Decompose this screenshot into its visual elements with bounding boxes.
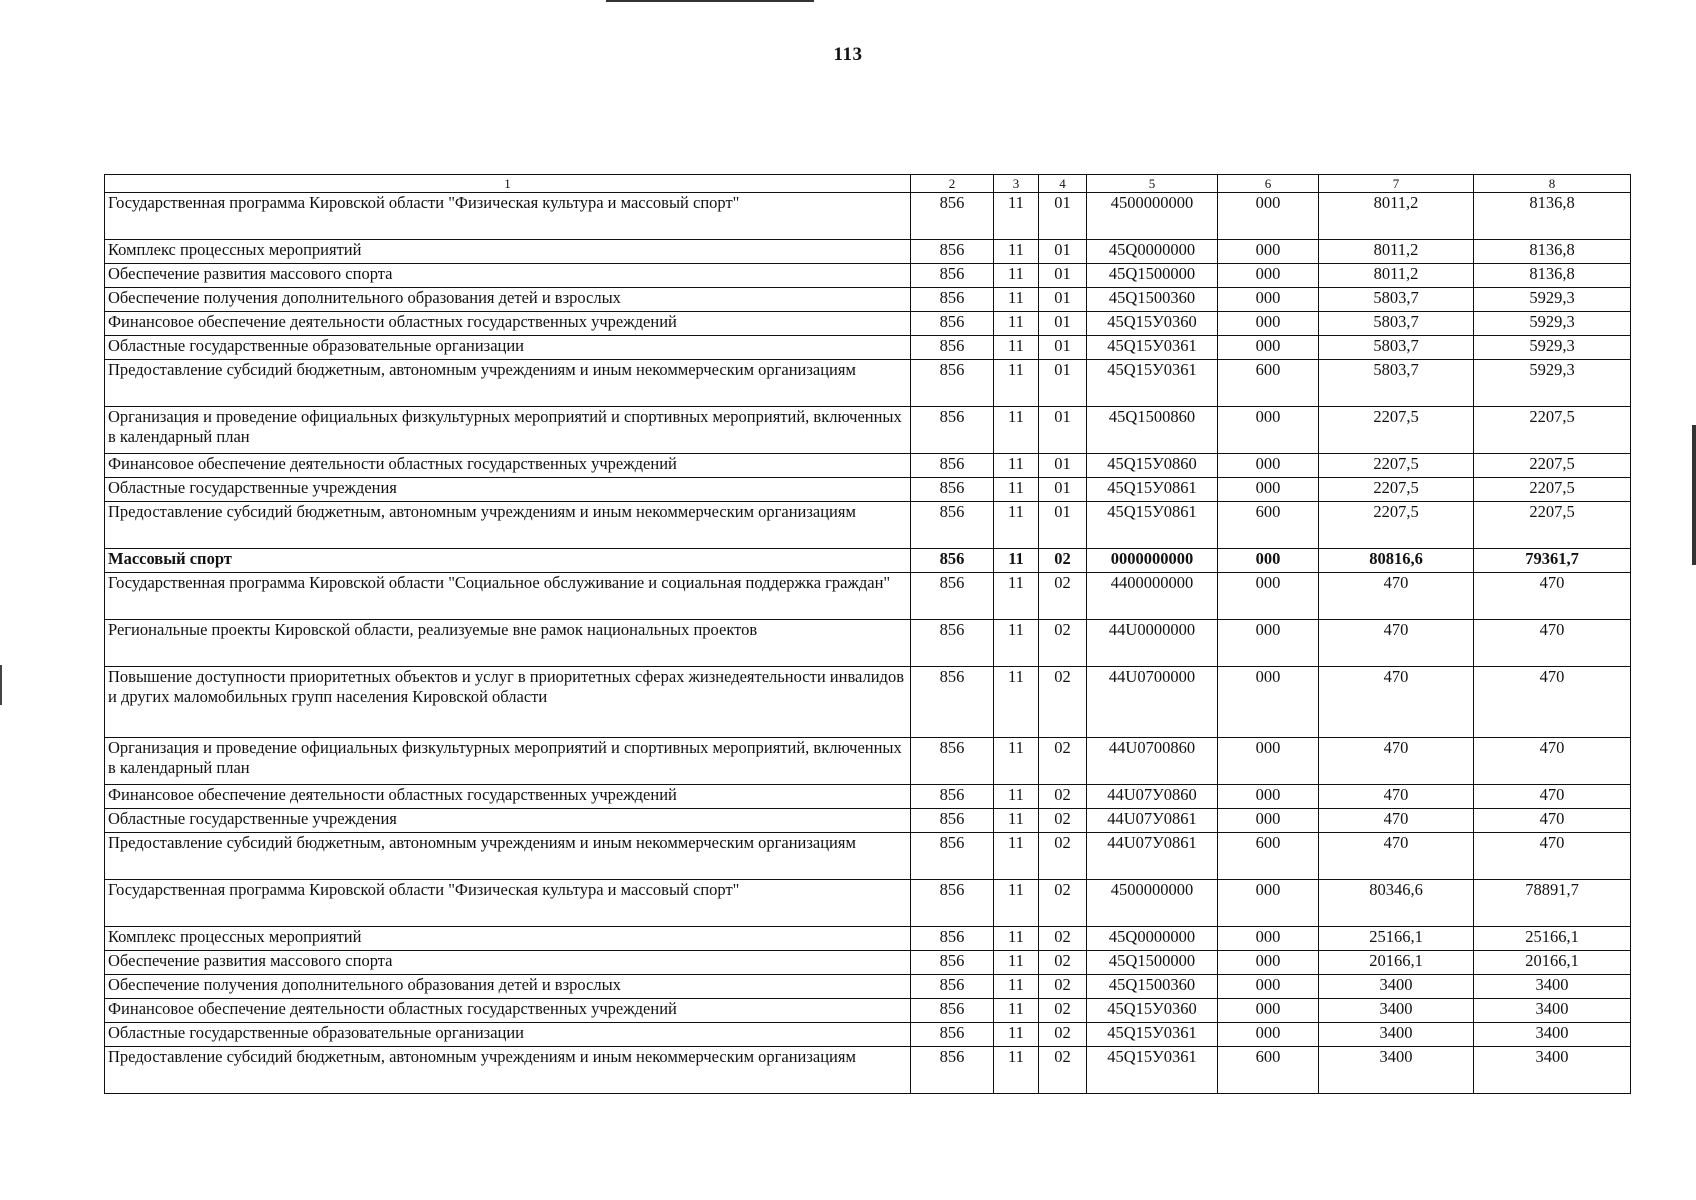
cell-amount-year2: 470 [1474, 573, 1631, 620]
cell-name: Государственная программа Кировской области "Физическая культура и массовый спорт" [105, 193, 911, 240]
table-row [105, 478, 1631, 502]
cell-amount-year2: 470 [1474, 809, 1631, 833]
cell-target-article: 44U0700000 [1087, 667, 1218, 738]
cell-expense-type: 000 [1218, 264, 1319, 288]
cell-amount-year1: 2207,5 [1319, 478, 1474, 502]
cell-subsection: 02 [1039, 809, 1087, 833]
cell-subsection: 01 [1039, 360, 1087, 407]
cell-name: Комплекс процессных мероприятий [105, 927, 911, 951]
cell-expense-type: 000 [1218, 549, 1319, 573]
table-row [105, 1047, 1631, 1094]
cell-amount-year1: 3400 [1319, 999, 1474, 1023]
col-header-1: 1 [105, 175, 911, 193]
cell-target-article: 45Q1500000 [1087, 951, 1218, 975]
cell-ministry-code: 856 [911, 880, 994, 927]
table-row [105, 288, 1631, 312]
cell-ministry-code: 856 [911, 1047, 994, 1094]
cell-target-article: 4500000000 [1087, 193, 1218, 240]
cell-target-article: 4500000000 [1087, 880, 1218, 927]
cell-subsection: 02 [1039, 620, 1087, 667]
cell-expense-type: 000 [1218, 1023, 1319, 1047]
table-row [105, 193, 1631, 240]
col-header-7: 7 [1319, 175, 1474, 193]
cell-amount-year1: 3400 [1319, 1047, 1474, 1094]
cell-ministry-code: 856 [911, 927, 994, 951]
cell-subsection: 02 [1039, 549, 1087, 573]
cell-name: Финансовое обеспечение деятельности областных государственных учреждений [105, 999, 911, 1023]
cell-section: 11 [994, 833, 1039, 880]
cell-ministry-code: 856 [911, 620, 994, 667]
cell-ministry-code: 856 [911, 193, 994, 240]
cell-expense-type: 000 [1218, 336, 1319, 360]
cell-subsection: 02 [1039, 880, 1087, 927]
cell-section: 11 [994, 809, 1039, 833]
cell-amount-year2: 470 [1474, 620, 1631, 667]
cell-amount-year1: 5803,7 [1319, 360, 1474, 407]
col-header-5: 5 [1087, 175, 1218, 193]
col-header-3: 3 [994, 175, 1039, 193]
cell-section: 11 [994, 1023, 1039, 1047]
cell-expense-type: 000 [1218, 454, 1319, 478]
cell-expense-type: 000 [1218, 407, 1319, 454]
cell-subsection: 02 [1039, 1023, 1087, 1047]
cell-amount-year2: 470 [1474, 738, 1631, 785]
budget-table [104, 174, 1631, 1094]
cell-ministry-code: 856 [911, 288, 994, 312]
cell-target-article: 44U07У0860 [1087, 785, 1218, 809]
cell-section: 11 [994, 785, 1039, 809]
cell-section: 11 [994, 975, 1039, 999]
cell-expense-type: 000 [1218, 288, 1319, 312]
cell-name: Финансовое обеспечение деятельности областных государственных учреждений [105, 312, 911, 336]
cell-expense-type: 000 [1218, 193, 1319, 240]
cell-subsection: 01 [1039, 312, 1087, 336]
cell-name: Организация и проведение официальных физкультурных мероприятий и спортивных мероприятий, включенных в календарный план [105, 407, 911, 454]
cell-name: Повышение доступности приоритетных объектов и услуг в приоритетных сферах жизнедеятельности инвалидов и других маломобильных групп населения Кировской области [105, 667, 911, 738]
col-header-6: 6 [1218, 175, 1319, 193]
cell-amount-year2: 79361,7 [1474, 549, 1631, 573]
cell-target-article: 44U07У0861 [1087, 809, 1218, 833]
cell-name: Массовый спорт [105, 549, 911, 573]
cell-name: Обеспечение развития массового спорта [105, 264, 911, 288]
cell-section: 11 [994, 240, 1039, 264]
cell-amount-year1: 2207,5 [1319, 502, 1474, 549]
cell-name: Областные государственные образовательные организации [105, 336, 911, 360]
cell-section: 11 [994, 880, 1039, 927]
cell-subsection: 01 [1039, 288, 1087, 312]
cell-amount-year1: 470 [1319, 667, 1474, 738]
cell-subsection: 01 [1039, 193, 1087, 240]
cell-ministry-code: 856 [911, 975, 994, 999]
cell-name: Предоставление субсидий бюджетным, автономным учреждениям и иным некоммерческим организациям [105, 360, 911, 407]
cell-name: Областные государственные учреждения [105, 478, 911, 502]
cell-subsection: 02 [1039, 833, 1087, 880]
cell-ministry-code: 856 [911, 999, 994, 1023]
cell-amount-year2: 3400 [1474, 999, 1631, 1023]
col-header-4: 4 [1039, 175, 1087, 193]
cell-section: 11 [994, 549, 1039, 573]
cell-name: Областные государственные учреждения [105, 809, 911, 833]
table-row [105, 975, 1631, 999]
cell-name: Предоставление субсидий бюджетным, автономным учреждениям и иным некоммерческим организациям [105, 833, 911, 880]
cell-amount-year2: 78891,7 [1474, 880, 1631, 927]
cell-ministry-code: 856 [911, 454, 994, 478]
cell-amount-year1: 2207,5 [1319, 407, 1474, 454]
cell-expense-type: 000 [1218, 880, 1319, 927]
cell-target-article: 4400000000 [1087, 573, 1218, 620]
cell-amount-year2: 470 [1474, 667, 1631, 738]
cell-name: Обеспечение получения дополнительного образования детей и взрослых [105, 288, 911, 312]
cell-amount-year2: 2207,5 [1474, 478, 1631, 502]
cell-amount-year2: 20166,1 [1474, 951, 1631, 975]
cell-amount-year2: 3400 [1474, 1023, 1631, 1047]
col-header-2: 2 [911, 175, 994, 193]
cell-amount-year2: 5929,3 [1474, 336, 1631, 360]
cell-section: 11 [994, 264, 1039, 288]
cell-target-article: 45Q1500860 [1087, 407, 1218, 454]
cell-target-article: 45Q15У0361 [1087, 1023, 1218, 1047]
cell-ministry-code: 856 [911, 951, 994, 975]
cell-amount-year2: 2207,5 [1474, 454, 1631, 478]
table-row [105, 785, 1631, 809]
cell-subsection: 02 [1039, 975, 1087, 999]
cell-name: Финансовое обеспечение деятельности областных государственных учреждений [105, 785, 911, 809]
cell-name: Областные государственные образовательные организации [105, 1023, 911, 1047]
table-row [105, 454, 1631, 478]
table-row [105, 312, 1631, 336]
cell-section: 11 [994, 502, 1039, 549]
cell-amount-year1: 80346,6 [1319, 880, 1474, 927]
cell-name: Региональные проекты Кировской области, реализуемые вне рамок национальных проектов [105, 620, 911, 667]
cell-amount-year1: 470 [1319, 738, 1474, 785]
cell-amount-year1: 470 [1319, 785, 1474, 809]
cell-amount-year2: 8136,8 [1474, 240, 1631, 264]
cell-ministry-code: 856 [911, 336, 994, 360]
cell-section: 11 [994, 667, 1039, 738]
cell-name: Финансовое обеспечение деятельности областных государственных учреждений [105, 454, 911, 478]
cell-name: Организация и проведение официальных физкультурных мероприятий и спортивных мероприятий, включенных в календарный план [105, 738, 911, 785]
table-row [105, 880, 1631, 927]
cell-name: Обеспечение получения дополнительного образования детей и взрослых [105, 975, 911, 999]
cell-expense-type: 000 [1218, 927, 1319, 951]
cell-amount-year2: 25166,1 [1474, 927, 1631, 951]
cell-target-article: 45Q15У0360 [1087, 999, 1218, 1023]
cell-amount-year1: 8011,2 [1319, 264, 1474, 288]
cell-amount-year2: 470 [1474, 785, 1631, 809]
cell-amount-year2: 5929,3 [1474, 288, 1631, 312]
cell-subsection: 02 [1039, 999, 1087, 1023]
table-row [105, 502, 1631, 549]
cell-amount-year1: 5803,7 [1319, 312, 1474, 336]
cell-section: 11 [994, 620, 1039, 667]
cell-ministry-code: 856 [911, 264, 994, 288]
cell-name: Государственная программа Кировской области "Физическая культура и массовый спорт" [105, 880, 911, 927]
cell-target-article: 45Q1500000 [1087, 264, 1218, 288]
cell-target-article: 45Q0000000 [1087, 240, 1218, 264]
cell-ministry-code: 856 [911, 833, 994, 880]
cell-section: 11 [994, 1047, 1039, 1094]
cell-expense-type: 000 [1218, 738, 1319, 785]
cell-name: Предоставление субсидий бюджетным, автономным учреждениям и иным некоммерческим организациям [105, 502, 911, 549]
cell-amount-year1: 470 [1319, 620, 1474, 667]
cell-subsection: 02 [1039, 951, 1087, 975]
cell-amount-year1: 3400 [1319, 975, 1474, 999]
cell-ministry-code: 856 [911, 573, 994, 620]
cell-amount-year1: 470 [1319, 833, 1474, 880]
cell-target-article: 44U07У0861 [1087, 833, 1218, 880]
cell-ministry-code: 856 [911, 360, 994, 407]
cell-amount-year2: 470 [1474, 833, 1631, 880]
cell-section: 11 [994, 573, 1039, 620]
cell-amount-year1: 80816,6 [1319, 549, 1474, 573]
top-rule [606, 0, 814, 2]
cell-section: 11 [994, 193, 1039, 240]
cell-target-article: 0000000000 [1087, 549, 1218, 573]
page-number: 113 [833, 44, 863, 65]
table-row [105, 407, 1631, 454]
cell-ministry-code: 856 [911, 549, 994, 573]
cell-subsection: 02 [1039, 667, 1087, 738]
cell-expense-type: 600 [1218, 833, 1319, 880]
cell-expense-type: 000 [1218, 785, 1319, 809]
cell-target-article: 45Q15У0360 [1087, 312, 1218, 336]
cell-name: Комплекс процессных мероприятий [105, 240, 911, 264]
cell-expense-type: 000 [1218, 951, 1319, 975]
table-row [105, 336, 1631, 360]
cell-subsection: 02 [1039, 573, 1087, 620]
cell-expense-type: 000 [1218, 478, 1319, 502]
cell-expense-type: 000 [1218, 975, 1319, 999]
cell-section: 11 [994, 336, 1039, 360]
cell-amount-year1: 470 [1319, 573, 1474, 620]
cell-expense-type: 600 [1218, 1047, 1319, 1094]
table-row [105, 573, 1631, 620]
cell-amount-year1: 2207,5 [1319, 454, 1474, 478]
cell-section: 11 [994, 999, 1039, 1023]
cell-ministry-code: 856 [911, 312, 994, 336]
cell-target-article: 45Q15У0861 [1087, 502, 1218, 549]
cell-expense-type: 600 [1218, 502, 1319, 549]
cell-subsection: 02 [1039, 738, 1087, 785]
cell-amount-year2: 2207,5 [1474, 502, 1631, 549]
cell-name: Государственная программа Кировской области "Социальное обслуживание и социальная поддержка граждан" [105, 573, 911, 620]
cell-amount-year2: 3400 [1474, 1047, 1631, 1094]
cell-ministry-code: 856 [911, 738, 994, 785]
cell-ministry-code: 856 [911, 809, 994, 833]
scan-mark-right [1692, 425, 1696, 565]
cell-amount-year1: 5803,7 [1319, 336, 1474, 360]
cell-amount-year1: 20166,1 [1319, 951, 1474, 975]
cell-section: 11 [994, 360, 1039, 407]
table-row [105, 620, 1631, 667]
cell-section: 11 [994, 478, 1039, 502]
cell-amount-year1: 8011,2 [1319, 193, 1474, 240]
cell-amount-year2: 8136,8 [1474, 264, 1631, 288]
cell-subsection: 01 [1039, 502, 1087, 549]
scan-mark-left [0, 665, 2, 705]
cell-amount-year1: 5803,7 [1319, 288, 1474, 312]
cell-ministry-code: 856 [911, 407, 994, 454]
cell-amount-year2: 3400 [1474, 975, 1631, 999]
cell-target-article: 44U0000000 [1087, 620, 1218, 667]
cell-expense-type: 000 [1218, 240, 1319, 264]
table-row [105, 999, 1631, 1023]
cell-ministry-code: 856 [911, 240, 994, 264]
cell-subsection: 02 [1039, 785, 1087, 809]
cell-expense-type: 000 [1218, 809, 1319, 833]
table-row [105, 738, 1631, 785]
cell-subsection: 01 [1039, 478, 1087, 502]
cell-amount-year1: 3400 [1319, 1023, 1474, 1047]
cell-expense-type: 000 [1218, 312, 1319, 336]
cell-target-article: 45Q15У0361 [1087, 336, 1218, 360]
cell-section: 11 [994, 407, 1039, 454]
table-row [105, 833, 1631, 880]
cell-section: 11 [994, 927, 1039, 951]
cell-subsection: 01 [1039, 407, 1087, 454]
cell-target-article: 45Q15У0861 [1087, 478, 1218, 502]
cell-target-article: 45Q1500360 [1087, 288, 1218, 312]
cell-ministry-code: 856 [911, 502, 994, 549]
cell-target-article: 44U0700860 [1087, 738, 1218, 785]
table-row [105, 927, 1631, 951]
cell-target-article: 45Q1500360 [1087, 975, 1218, 999]
cell-name: Обеспечение развития массового спорта [105, 951, 911, 975]
cell-ministry-code: 856 [911, 478, 994, 502]
cell-target-article: 45Q15У0860 [1087, 454, 1218, 478]
table-row [105, 360, 1631, 407]
table-row [105, 1023, 1631, 1047]
cell-target-article: 45Q15У0361 [1087, 360, 1218, 407]
cell-subsection: 01 [1039, 264, 1087, 288]
cell-subsection: 01 [1039, 454, 1087, 478]
cell-expense-type: 000 [1218, 667, 1319, 738]
cell-section: 11 [994, 454, 1039, 478]
col-header-8: 8 [1474, 175, 1631, 193]
table-row [105, 264, 1631, 288]
cell-ministry-code: 856 [911, 785, 994, 809]
cell-amount-year2: 2207,5 [1474, 407, 1631, 454]
table-row [105, 549, 1631, 573]
cell-subsection: 02 [1039, 1047, 1087, 1094]
cell-subsection: 01 [1039, 240, 1087, 264]
cell-section: 11 [994, 312, 1039, 336]
cell-section: 11 [994, 288, 1039, 312]
cell-section: 11 [994, 738, 1039, 785]
cell-amount-year2: 8136,8 [1474, 193, 1631, 240]
cell-amount-year1: 8011,2 [1319, 240, 1474, 264]
table-body [105, 193, 1631, 1094]
cell-target-article: 45Q0000000 [1087, 927, 1218, 951]
cell-target-article: 45Q15У0361 [1087, 1047, 1218, 1094]
cell-expense-type: 600 [1218, 360, 1319, 407]
cell-expense-type: 000 [1218, 573, 1319, 620]
cell-subsection: 02 [1039, 927, 1087, 951]
cell-amount-year2: 5929,3 [1474, 312, 1631, 336]
table-row [105, 809, 1631, 833]
table-row [105, 667, 1631, 738]
cell-section: 11 [994, 951, 1039, 975]
cell-amount-year1: 25166,1 [1319, 927, 1474, 951]
cell-ministry-code: 856 [911, 667, 994, 738]
table-row [105, 951, 1631, 975]
cell-expense-type: 000 [1218, 999, 1319, 1023]
cell-ministry-code: 856 [911, 1023, 994, 1047]
cell-amount-year2: 5929,3 [1474, 360, 1631, 407]
table-row [105, 240, 1631, 264]
cell-subsection: 01 [1039, 336, 1087, 360]
cell-amount-year1: 470 [1319, 809, 1474, 833]
header-row [105, 175, 1631, 193]
cell-expense-type: 000 [1218, 620, 1319, 667]
cell-name: Предоставление субсидий бюджетным, автономным учреждениям и иным некоммерческим организациям [105, 1047, 911, 1094]
